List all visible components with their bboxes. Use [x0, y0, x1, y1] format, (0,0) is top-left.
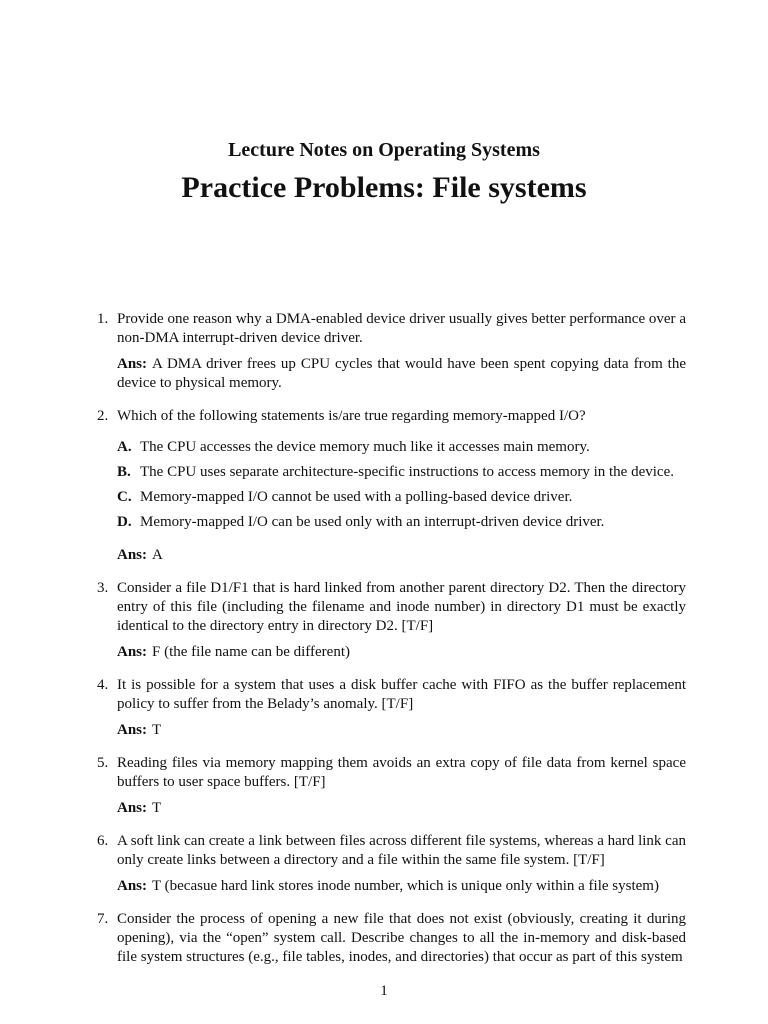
problem-list	[84, 310, 686, 981]
problem-1	[84, 310, 686, 393]
answer-text: F (the file name can be different)	[152, 644, 350, 660]
problem-text: A soft link can create a link between files across different file systems, whereas a hard link can only create links between a directory and a file within the same file system. [T/F]	[117, 833, 686, 868]
option-letter: A.	[117, 439, 132, 455]
problem-5	[84, 754, 686, 818]
option-text: The CPU uses separate architecture-specific instructions to access memory in the device.	[140, 464, 674, 480]
answer-label: Ans:	[117, 722, 148, 738]
answer-text: A	[152, 547, 163, 563]
problem-number: 3.	[97, 580, 109, 596]
answer	[117, 643, 686, 662]
answer-label: Ans:	[117, 356, 148, 372]
answer-text: A DMA driver frees up CPU cycles that would have been spent copying data from the device to physical memory.	[117, 356, 686, 391]
answer-text: T (becasue hard link stores inode number, which is unique only within a file system)	[152, 878, 659, 894]
problem-number: 5.	[97, 755, 109, 771]
problem-text: It is possible for a system that uses a disk buffer cache with FIFO as the buffer replacement policy to suffer from the Belady’s anomaly. [T/F]	[117, 677, 686, 712]
option-letter: D.	[117, 514, 132, 530]
option-c	[117, 488, 686, 507]
option-list	[117, 438, 686, 532]
option-d	[117, 513, 686, 532]
option-text: Memory-mapped I/O can be used only with an interrupt-driven device driver.	[140, 514, 605, 530]
option-letter: B.	[117, 464, 131, 480]
answer-text: T	[152, 800, 162, 816]
lecture-subtitle: Lecture Notes on Operating Systems	[228, 139, 540, 161]
answer-label: Ans:	[117, 644, 148, 660]
problem-text: Consider a file D1/F1 that is hard linked from another parent directory D2. Then the directory entry of this file (including the filename and inode number) in directory D1 must be exactly identical to the directory entry in directory D2. [T/F]	[117, 580, 686, 634]
option-a	[117, 438, 686, 457]
answer-label: Ans:	[117, 547, 148, 563]
answer	[117, 799, 686, 818]
problem-7	[84, 910, 686, 967]
option-letter: C.	[117, 489, 132, 505]
problem-text: Provide one reason why a DMA-enabled device driver usually gives better performance over a non-DMA interrupt-driven device driver.	[117, 311, 686, 346]
problem-3	[84, 579, 686, 662]
option-text: Memory-mapped I/O cannot be used with a polling-based device driver.	[140, 489, 573, 505]
page-number: 1	[380, 983, 388, 999]
answer-label: Ans:	[117, 800, 148, 816]
problem-number: 7.	[97, 911, 109, 927]
problem-4	[84, 676, 686, 740]
answer-label: Ans:	[117, 878, 148, 894]
answer	[117, 721, 686, 740]
problem-number: 6.	[97, 833, 109, 849]
problem-number: 4.	[97, 677, 109, 693]
document-title: Practice Problems: File systems	[181, 171, 587, 204]
problem-6	[84, 832, 686, 896]
problem-2	[84, 407, 686, 565]
problem-text: Which of the following statements is/are true regarding memory-mapped I/O?	[117, 408, 586, 424]
answer	[117, 355, 686, 393]
answer	[117, 877, 686, 896]
problem-number: 2.	[97, 408, 109, 424]
answer-text: T	[152, 722, 162, 738]
problem-text: Reading files via memory mapping them avoids an extra copy of file data from kernel space buffers to user space buffers. [T/F]	[117, 755, 686, 790]
problem-text: Consider the process of opening a new file that does not exist (obviously, creating it during opening), via the “open” system call. Describe changes to all the in-memory and disk-based file system structures (e.g., file tables, inodes, and directories) that occur as part of this system	[117, 911, 686, 965]
option-b	[117, 463, 686, 482]
answer	[117, 546, 686, 565]
problem-number: 1.	[97, 311, 109, 327]
option-text: The CPU accesses the device memory much like it accesses main memory.	[140, 439, 590, 455]
